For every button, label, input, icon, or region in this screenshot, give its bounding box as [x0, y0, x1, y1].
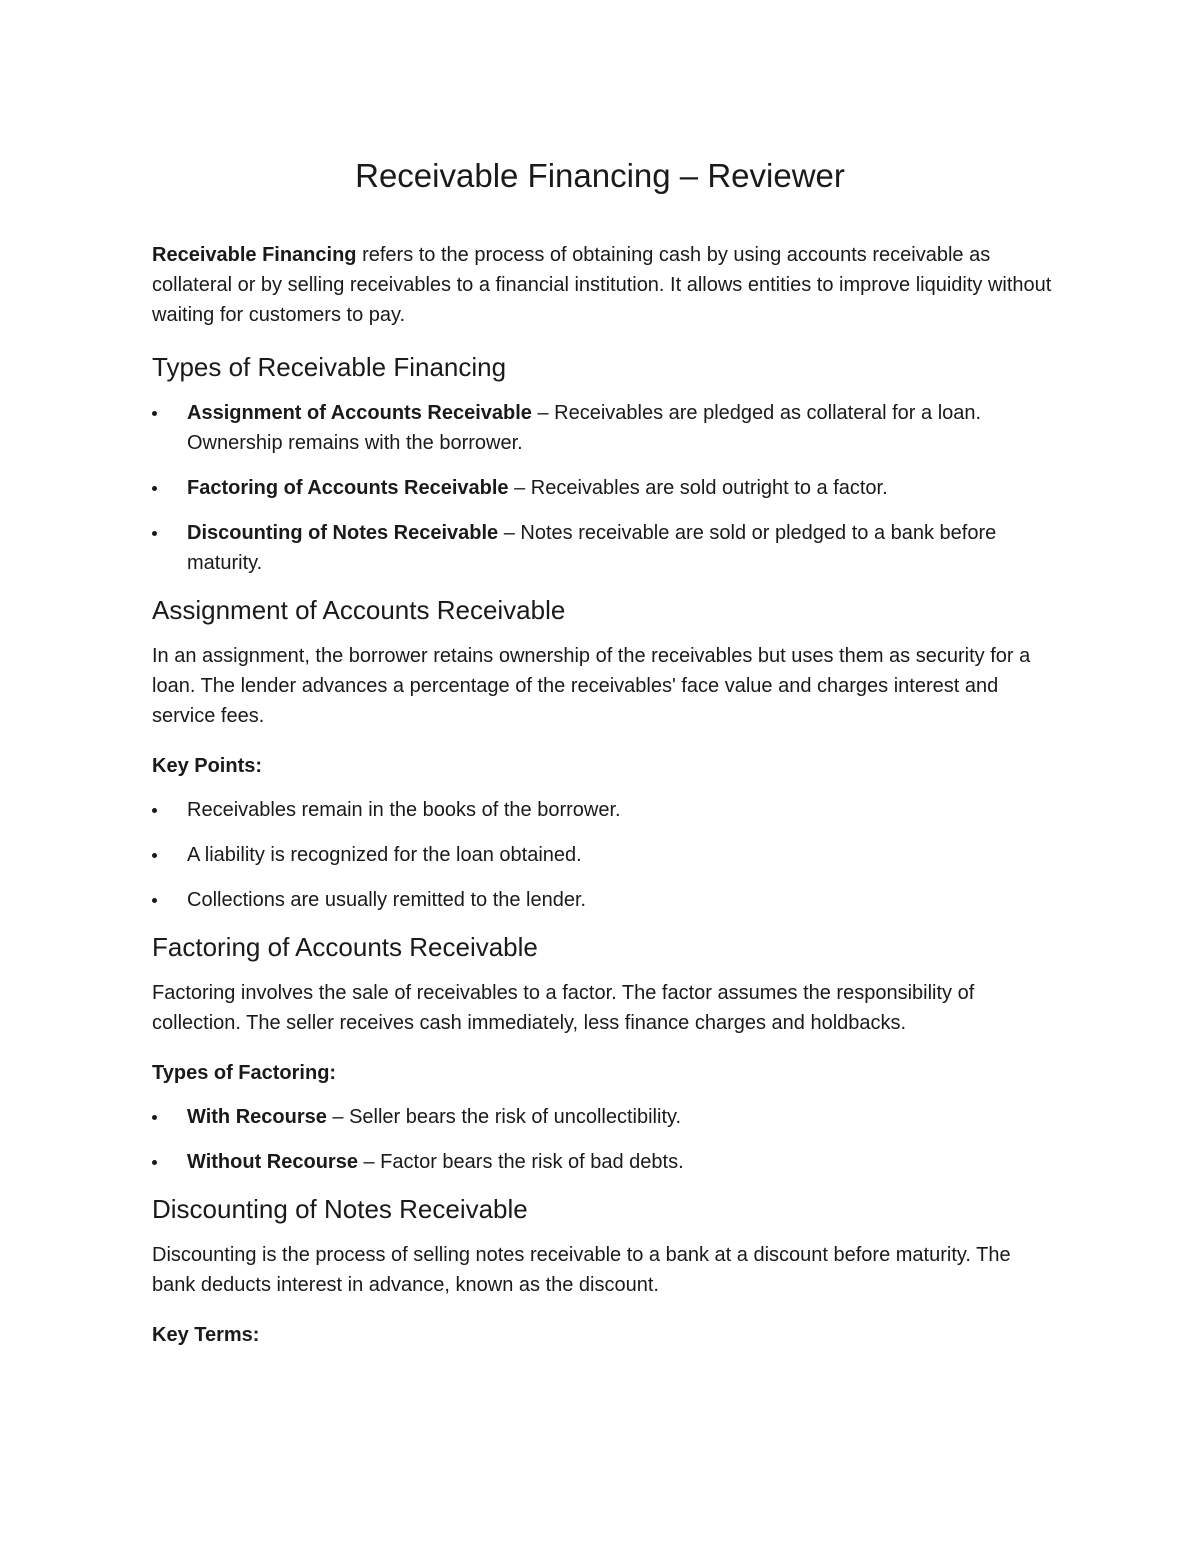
bullet-icon — [152, 853, 157, 858]
list-item — [152, 1147, 1052, 1177]
types-list — [152, 398, 1052, 578]
factoring-types-list — [152, 1102, 1052, 1177]
bullet-icon — [152, 531, 157, 536]
key-points-list — [152, 795, 1052, 915]
list-item — [152, 518, 1052, 578]
document-title: Receivable Financing – Reviewer — [355, 157, 845, 194]
list-item — [152, 795, 1052, 825]
list-item-text: A liability is recognized for the loan obtained. — [187, 844, 582, 866]
bullet-icon — [152, 1115, 157, 1120]
list-item — [152, 885, 1052, 915]
list-item-text: Collections are usually remitted to the lender. — [187, 889, 587, 911]
bullet-icon — [152, 1160, 157, 1165]
bullet-icon — [152, 411, 157, 416]
list-item-text: – Seller bears the risk of uncollectibility. — [326, 1106, 682, 1128]
list-item-term: Discounting of Notes Receivable — [187, 522, 499, 544]
list-item-text: – Receivables are pledged as collateral for a loan. Ownership remains with the borrower. — [187, 402, 982, 454]
section-heading-types: Types of Receivable Financing — [152, 352, 507, 382]
list-item-term: Factoring of Accounts Receivable — [187, 477, 509, 499]
list-item-term: Assignment of Accounts Receivable — [187, 402, 532, 424]
list-item-term: With Recourse — [187, 1106, 327, 1128]
section-heading-assignment: Assignment of Accounts Receivable — [152, 595, 566, 625]
document-page — [152, 150, 1052, 1364]
list-item-text: – Factor bears the risk of bad debts. — [357, 1151, 684, 1173]
intro-paragraph — [152, 240, 1052, 330]
discounting-paragraph: Discounting is the process of selling notes receivable to a bank at a discount before maturity. The bank deducts interest in advance, known as the discount. — [152, 1244, 1011, 1296]
types-of-factoring-label: Types of Factoring: — [152, 1062, 337, 1084]
bullet-icon — [152, 808, 157, 813]
section-heading-factoring: Factoring of Accounts Receivable — [152, 932, 538, 962]
key-terms-label: Key Terms: — [152, 1324, 260, 1346]
list-item — [152, 398, 1052, 458]
intro-term: Receivable Financing — [152, 244, 357, 266]
section-heading-discounting: Discounting of Notes Receivable — [152, 1194, 528, 1224]
factoring-paragraph: Factoring involves the sale of receivables to a factor. The factor assumes the responsibility of collection. The seller receives cash immediately, less finance charges and holdbacks. — [152, 982, 975, 1034]
list-item-text: – Notes receivable are sold or pledged to a bank before maturity. — [187, 522, 997, 574]
list-item-text: – Receivables are sold outright to a factor. — [508, 477, 888, 499]
list-item-term: Without Recourse — [187, 1151, 358, 1173]
list-item — [152, 473, 1052, 503]
list-item — [152, 840, 1052, 870]
bullet-icon — [152, 898, 157, 903]
intro-text: refers to the process of obtaining cash by using accounts receivable as collateral or by selling receivables to a financial institution. It allows entities to improve liquidity without waiting for customers to pay. — [152, 244, 1052, 326]
bullet-icon — [152, 486, 157, 491]
list-item — [152, 1102, 1052, 1132]
list-item-text: Receivables remain in the books of the borrower. — [187, 799, 621, 821]
assignment-paragraph: In an assignment, the borrower retains ownership of the receivables but uses them as security for a loan. The lender advances a percentage of the receivables' face value and charges interest and service fees. — [152, 645, 1031, 727]
key-points-label: Key Points: — [152, 755, 263, 777]
